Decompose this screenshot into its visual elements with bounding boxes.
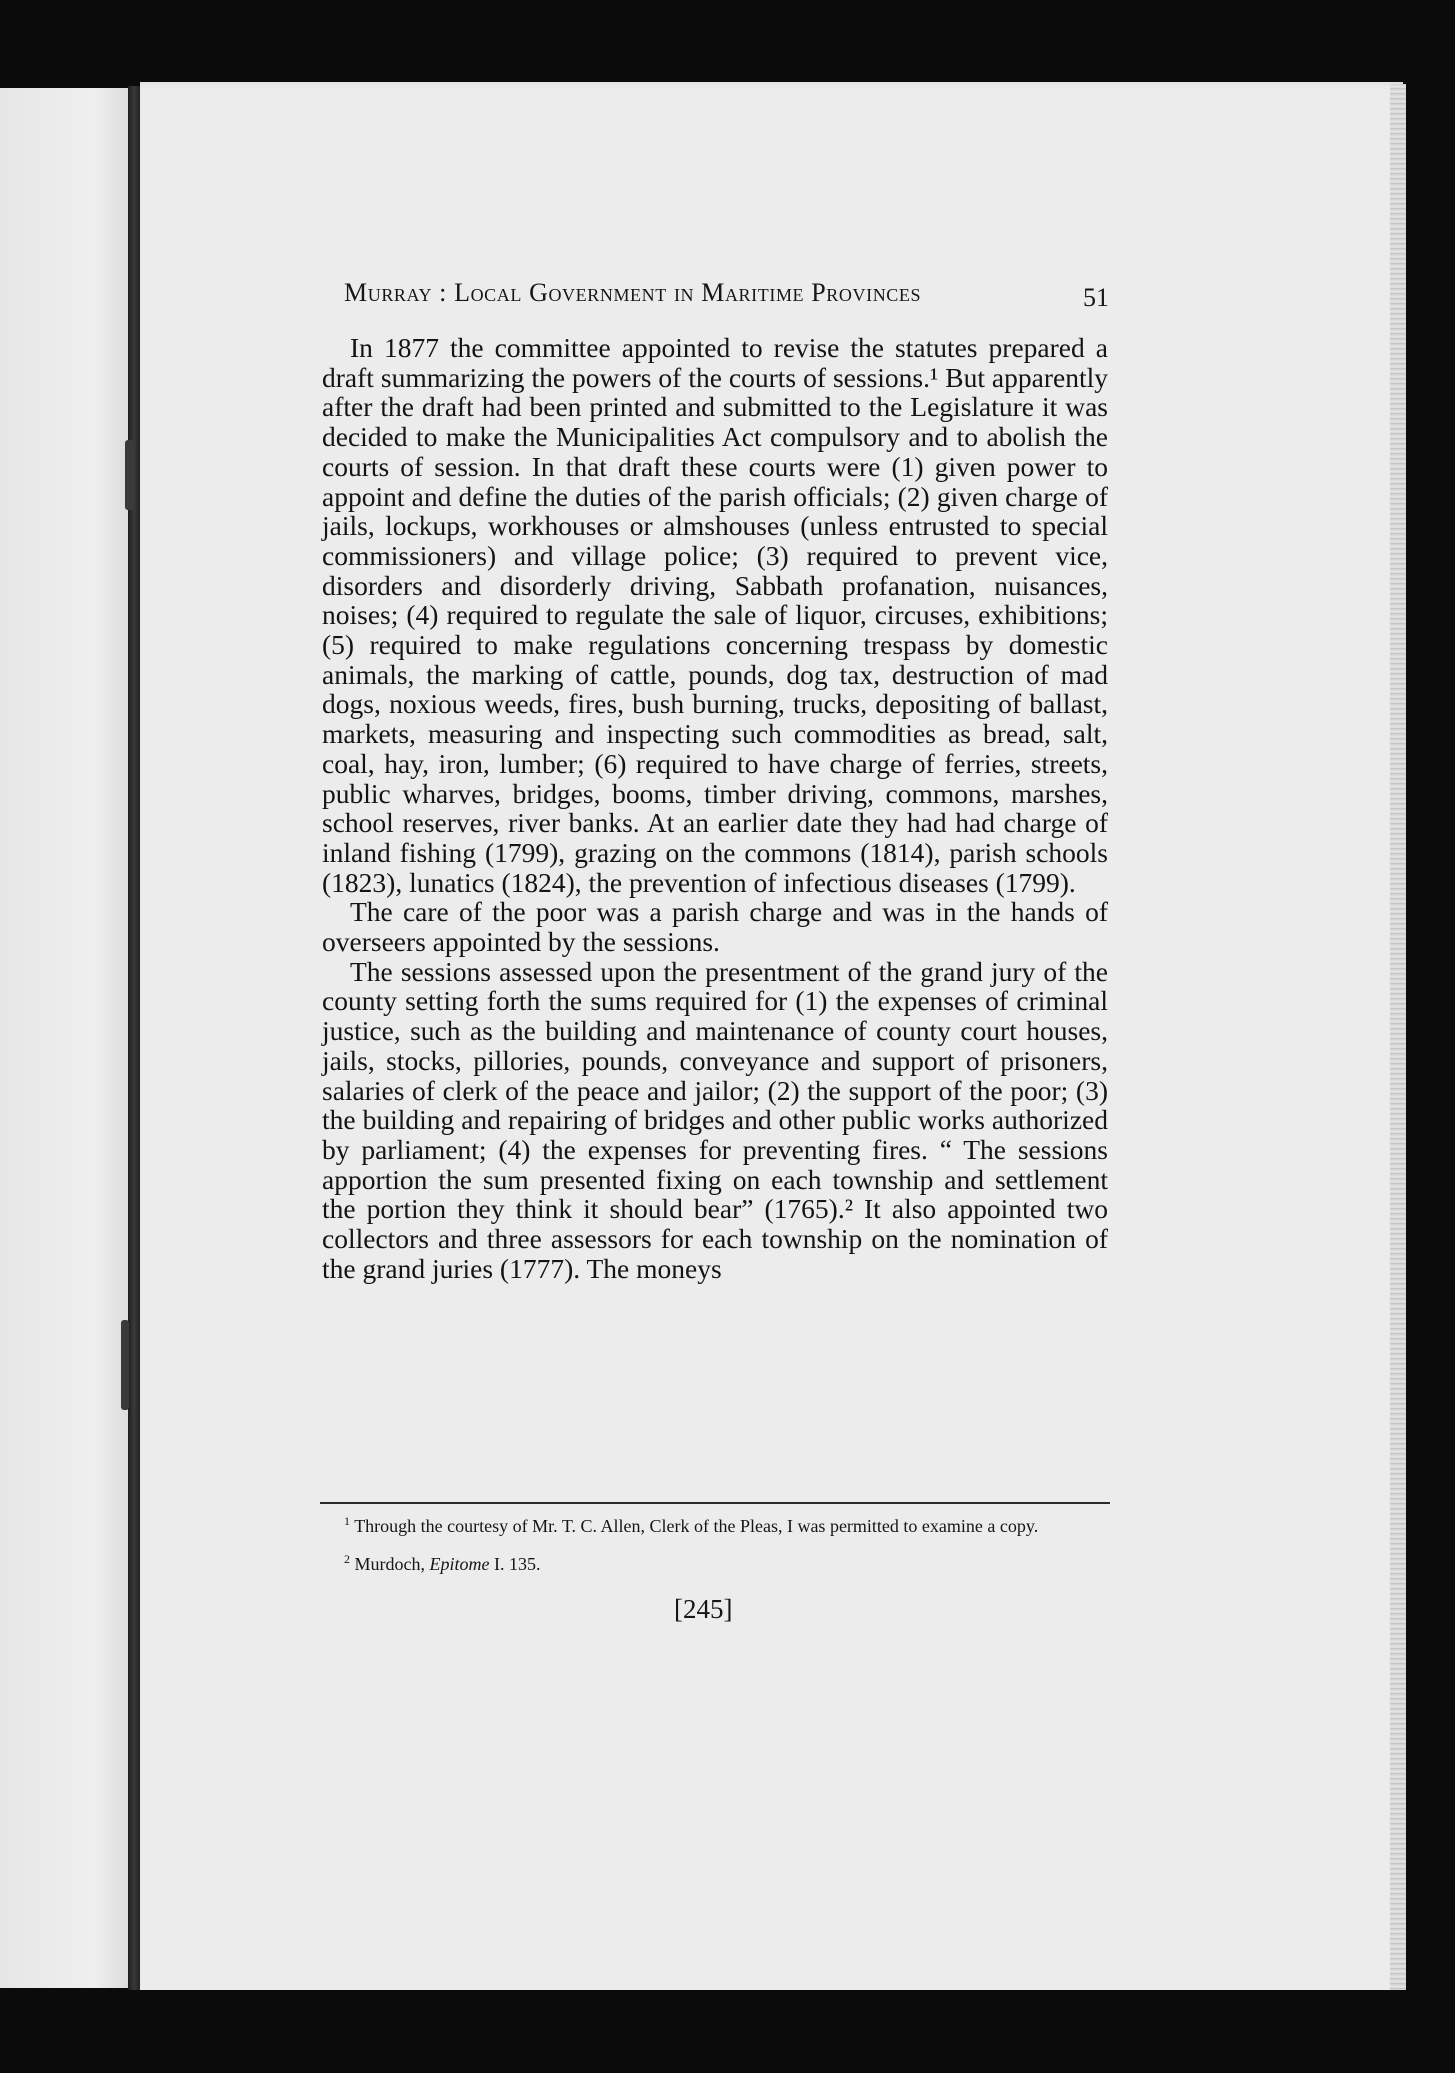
running-head-title: Murray : Local Government in Maritime Provinces	[344, 278, 922, 307]
page-number: 51	[1083, 283, 1109, 312]
footnote-title: Epitome	[429, 1554, 490, 1574]
footnote	[322, 1512, 1108, 1536]
paragraph: The sessions assessed upon the presentment of the grand jury of the county setting forth the sums required for (1) the expenses of criminal justice, such as the building and maintenance of county court houses, jails, stocks, pillories, pounds, conveyance and support of prisoners, salaries of clerk of the peace and jailor; (2) the support of the poor; (3) the building and repairing of bridges and other public works authorized by parliament; (4) the expenses for preventing fires. “ The sessions apportion the sum presented fixing on each township and settlement the portion they think it should bear” (1765).² It also appointed two collectors and three assessors for each township on the nomination of the grand juries (1777). The moneys	[322, 955, 1108, 1284]
margin-mark	[121, 1320, 129, 1410]
paragraph: The care of the poor was a parish charge and was in the hands of overseers appointed by the sessions.	[322, 896, 1108, 958]
body-text	[322, 333, 1108, 1284]
footnote-divider	[320, 1502, 1110, 1504]
footnote-text: I. 135.	[489, 1554, 541, 1574]
footnote	[322, 1550, 1108, 1574]
footnote-mark: 1	[344, 1514, 350, 1528]
paragraph: In 1877 the committee appointed to revise the statutes prepared a draft summarizing the powers of the courts of sessions.¹ But apparently after the draft had been printed and submitted to the Legislature it was decided to make the Municipalities Act compulsory and to abolish the courts of session. In that draft these courts were (1) given power to appoint and define the duties of the parish officials; (2) given charge of jails, lockups, workhouses or almshouses (unless entrusted to special commissioners) and village police; (3) required to prevent vice, disorders and disorderly driving, Sabbath profanation, nuisances, noises; (4) required to regulate the sale of liquor, circuses, exhibitions; (5) required to make regulations concerning trespass by domestic animals, the marking of cattle, pounds, dog tax, destruction of mad dogs, noxious weeds, fires, bush burning, trucks, depositing of ballast, markets, measuring and inspecting such commodities as bread, salt, coal, hay, iron, lumber; (6) required to have charge of ferries, streets, public wharves, bridges, booms, timber driving, commons, marshes, school reserves, river banks. At an earlier date they had had charge of inland fishing (1799), grazing on the commons (1814), parish schools (1823), lunatics (1824), the prevention of infectious diseases (1799).	[322, 332, 1108, 898]
scan-bottom-border	[0, 1990, 1455, 2073]
footnote-text: Murdoch,	[354, 1554, 430, 1574]
footnote-mark: 2	[344, 1552, 350, 1566]
footnote-text: Through the courtesy of Mr. T. C. Allen, Clerk of the Pleas, I was permitted to examine a copy.	[354, 1516, 1039, 1536]
facing-page-edge	[0, 88, 134, 1988]
footnotes	[322, 1512, 1108, 1588]
margin-mark	[125, 440, 134, 510]
running-head	[344, 278, 1114, 308]
page-fore-edge	[1390, 84, 1406, 2014]
book-gutter	[128, 86, 140, 1996]
folio-number: [245]	[674, 1594, 733, 1624]
